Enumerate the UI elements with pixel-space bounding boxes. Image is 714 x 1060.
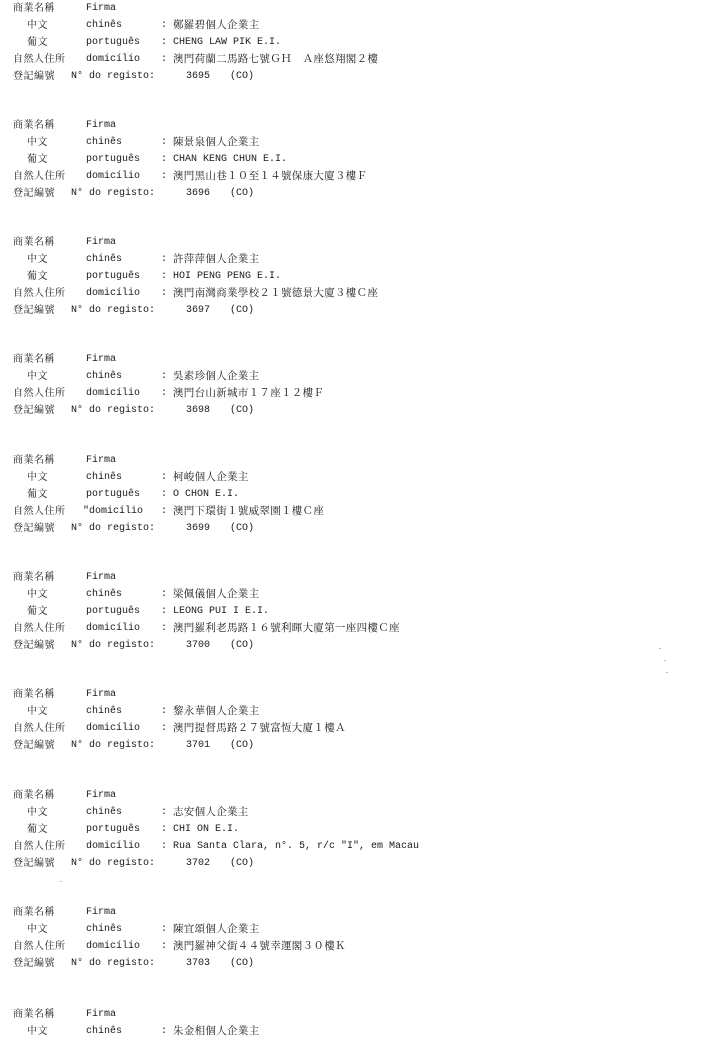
domicile-value: 澳門下環街１號威翠園１樓Ｃ座 [173,505,325,517]
colon: : [161,472,168,483]
domicile-value: 澳門提督馬路２７號富恆大廈１樓Ａ [173,722,346,734]
chinese-label-zh: 中文 [27,137,48,148]
reg-number: 3697 [186,305,211,316]
chinese-label-pt: chinês [86,371,123,382]
registry-entry [13,787,703,872]
registration-row [13,855,703,872]
reg-label-pt: N° do registo: [71,640,156,651]
registry-entry [13,452,703,537]
registration-row [13,520,703,537]
chinese-name-row [13,1023,703,1040]
domicile-label-zh: 自然人住所 [13,288,66,299]
chinese-name-row [13,586,703,603]
chinese-label-pt: chinês [86,924,123,935]
domicile-label-zh: 自然人住所 [13,723,66,734]
portuguese-name-value: CHAN KENG CHUN E.I. [173,154,288,165]
registration-row [13,68,703,85]
domicile-value: 澳門荷蘭二馬路七號ＧＨ Ａ座悠翔閣２樓 [173,53,379,65]
chinese-name-value: 朱金相個人企業主 [173,1025,260,1037]
portuguese-label-zh: 葡文 [27,37,48,48]
chinese-label-pt: chinês [86,137,123,148]
registry-entry [13,904,703,972]
reg-code: (CO) [230,71,255,82]
colon: : [161,807,168,818]
chinese-name-row [13,921,703,938]
portuguese-label-pt: português [86,489,141,500]
domicile-row [13,285,703,302]
portuguese-name-row [13,151,703,168]
reg-label-zh: 登記編號 [13,640,55,651]
chinese-label-zh: 中文 [27,706,48,717]
reg-code: (CO) [230,188,255,199]
reg-label-pt: N° do registo: [71,71,156,82]
firm-header-row [13,351,703,368]
firm-label-pt: Firma [86,354,117,365]
firm-header-row [13,0,703,17]
registration-row [13,955,703,972]
registration-row [13,637,703,654]
firm-label-zh: 商業名稱 [13,3,55,14]
chinese-name-row [13,469,703,486]
colon: : [161,1026,168,1037]
firm-header-row [13,686,703,703]
domicile-row [13,838,703,855]
domicile-row [13,168,703,185]
colon: : [161,37,168,48]
colon: : [161,171,168,182]
firm-label-zh: 商業名稱 [13,237,55,248]
domicile-label-pt: "domicílio [83,506,144,517]
domicile-row [13,51,703,68]
firm-label-zh: 商業名稱 [13,455,55,466]
portuguese-label-zh: 葡文 [27,154,48,165]
reg-label-zh: 登記編號 [13,305,55,316]
reg-label-pt: N° do registo: [71,740,156,751]
reg-code: (CO) [230,858,255,869]
domicile-value: 澳門羅利老馬路１６號利暉大廈第一座四樓Ｃ座 [173,622,400,634]
domicile-row [13,720,703,737]
firm-label-zh: 商業名稱 [13,354,55,365]
reg-label-zh: 登記編號 [13,71,55,82]
chinese-name-value: 黎永華個人企業主 [173,705,260,717]
portuguese-label-pt: português [86,824,141,835]
firm-header-row [13,1006,703,1023]
reg-label-pt: N° do registo: [71,958,156,969]
portuguese-label-zh: 葡文 [27,606,48,617]
colon: : [161,623,168,634]
colon: : [161,706,168,717]
colon: : [161,841,168,852]
domicile-label-pt: domicílio [86,623,141,634]
portuguese-name-value: CHENG LAW PIK E.I. [173,37,282,48]
portuguese-name-row [13,486,703,503]
firm-label-pt: Firma [86,455,117,466]
firm-label-pt: Firma [86,907,117,918]
firm-header-row [13,452,703,469]
colon: : [161,723,168,734]
reg-label-pt: N° do registo: [71,305,156,316]
firm-header-row [13,117,703,134]
colon: : [161,506,168,517]
chinese-label-zh: 中文 [27,1026,48,1037]
colon: : [161,154,168,165]
reg-label-zh: 登記編號 [13,188,55,199]
domicile-label-zh: 自然人住所 [13,941,66,952]
reg-code: (CO) [230,740,255,751]
domicile-label-pt: domicílio [86,54,141,65]
domicile-label-pt: domicílio [86,288,141,299]
reg-code: (CO) [230,958,255,969]
registration-row [13,402,703,419]
firm-label-pt: Firma [86,237,117,248]
portuguese-label-pt: português [86,37,141,48]
chinese-name-value: 柯峻個人企業主 [173,471,249,483]
scan-speck [666,672,668,673]
colon: : [161,924,168,935]
firm-label-pt: Firma [86,689,117,700]
chinese-name-row [13,251,703,268]
chinese-name-row [13,804,703,821]
scan-speck [664,660,666,661]
chinese-name-row [13,703,703,720]
portuguese-name-row [13,603,703,620]
registry-entry [13,569,703,654]
chinese-label-pt: chinês [86,706,123,717]
colon: : [161,137,168,148]
chinese-name-value: 梁佩儀個人企業主 [173,588,260,600]
domicile-value: 澳門台山新城市１７座１２樓Ｆ [173,387,325,399]
firm-label-pt: Firma [86,3,117,14]
portuguese-name-value: LEONG PUI I E.I. [173,606,270,617]
domicile-label-pt: domicílio [86,388,141,399]
reg-number: 3695 [186,71,211,82]
scan-speck [60,881,62,882]
firm-label-zh: 商業名稱 [13,907,55,918]
registration-row [13,737,703,754]
chinese-label-pt: chinês [86,807,123,818]
domicile-row [13,385,703,402]
firm-header-row [13,234,703,251]
firm-label-pt: Firma [86,120,117,131]
firm-header-row [13,904,703,921]
chinese-label-zh: 中文 [27,472,48,483]
colon: : [161,371,168,382]
portuguese-label-zh: 葡文 [27,271,48,282]
reg-number: 3698 [186,405,211,416]
portuguese-label-pt: português [86,271,141,282]
domicile-value: 澳門黑山巷１０至１４號保康大廈３樓Ｆ [173,170,368,182]
registration-row [13,302,703,319]
domicile-value: 澳門南灣商業學校２１號德景大廈３樓Ｃ座 [173,287,379,299]
registry-entry [13,1006,703,1040]
domicile-label-pt: domicílio [86,171,141,182]
firm-header-row [13,787,703,804]
firm-header-row [13,569,703,586]
chinese-label-zh: 中文 [27,807,48,818]
firm-label-zh: 商業名稱 [13,120,55,131]
registry-entry [13,351,703,419]
colon: : [161,54,168,65]
domicile-label-zh: 自然人住所 [13,388,66,399]
reg-code: (CO) [230,523,255,534]
firm-label-zh: 商業名稱 [13,1009,55,1020]
firm-label-zh: 商業名稱 [13,790,55,801]
domicile-label-zh: 自然人住所 [13,54,66,65]
portuguese-label-zh: 葡文 [27,824,48,835]
colon: : [161,254,168,265]
chinese-label-zh: 中文 [27,20,48,31]
colon: : [161,824,168,835]
portuguese-name-value: CHI ON E.I. [173,824,240,835]
domicile-row [13,938,703,955]
colon: : [161,941,168,952]
domicile-label-pt: domicílio [86,723,141,734]
registry-entry [13,686,703,754]
firm-label-pt: Firma [86,1009,117,1020]
chinese-label-zh: 中文 [27,254,48,265]
chinese-label-zh: 中文 [27,589,48,600]
domicile-label-pt: domicílio [86,941,141,952]
portuguese-name-row [13,268,703,285]
domicile-value: Rua Santa Clara, n°. 5, r/c "I", em Macau [173,841,420,852]
reg-number: 3703 [186,958,211,969]
chinese-label-zh: 中文 [27,371,48,382]
domicile-label-pt: domicílio [86,841,141,852]
colon: : [161,388,168,399]
scan-speck [659,648,661,649]
reg-label-pt: N° do registo: [71,858,156,869]
chinese-name-row [13,17,703,34]
colon: : [161,606,168,617]
reg-label-zh: 登記編號 [13,523,55,534]
chinese-name-value: 陳景泉個人企業主 [173,136,260,148]
portuguese-name-value: HOI PENG PENG E.I. [173,271,282,282]
firm-label-zh: 商業名稱 [13,689,55,700]
firm-label-zh: 商業名稱 [13,572,55,583]
reg-label-zh: 登記編號 [13,740,55,751]
chinese-name-value: 志安個人企業主 [173,806,249,818]
registration-row [13,185,703,202]
chinese-label-zh: 中文 [27,924,48,935]
registry-entry [13,234,703,319]
chinese-name-value: 鄭羅碧個人企業主 [173,19,260,31]
chinese-label-pt: chinês [86,254,123,265]
colon: : [161,489,168,500]
colon: : [161,589,168,600]
portuguese-label-pt: português [86,154,141,165]
reg-number: 3696 [186,188,211,199]
reg-label-zh: 登記編號 [13,858,55,869]
portuguese-label-pt: português [86,606,141,617]
reg-number: 3699 [186,523,211,534]
reg-label-pt: N° do registo: [71,188,156,199]
chinese-label-pt: chinês [86,589,123,600]
domicile-label-zh: 自然人住所 [13,171,66,182]
reg-number: 3702 [186,858,211,869]
registry-entry [13,117,703,202]
domicile-label-zh: 自然人住所 [13,506,66,517]
chinese-name-row [13,368,703,385]
portuguese-name-row [13,821,703,838]
reg-label-pt: N° do registo: [71,523,156,534]
chinese-name-value: 陳宜頌個人企業主 [173,923,260,935]
reg-number: 3700 [186,640,211,651]
domicile-label-zh: 自然人住所 [13,623,66,634]
portuguese-label-zh: 葡文 [27,489,48,500]
domicile-row [13,620,703,637]
firm-label-pt: Firma [86,572,117,583]
domicile-value: 澳門羅神父街４４號幸運閣３０樓Ｋ [173,940,346,952]
colon: : [161,271,168,282]
portuguese-name-value: O CHON E.I. [173,489,240,500]
reg-code: (CO) [230,405,255,416]
reg-label-zh: 登記編號 [13,958,55,969]
registry-entry [13,0,703,85]
reg-number: 3701 [186,740,211,751]
chinese-label-pt: chinês [86,472,123,483]
firm-label-pt: Firma [86,790,117,801]
chinese-label-pt: chinês [86,20,123,31]
colon: : [161,288,168,299]
chinese-name-value: 吳素珍個人企業主 [173,370,260,382]
chinese-name-row [13,134,703,151]
reg-label-pt: N° do registo: [71,405,156,416]
chinese-name-value: 許萍萍個人企業主 [173,253,260,265]
reg-code: (CO) [230,640,255,651]
portuguese-name-row [13,34,703,51]
chinese-label-pt: chinês [86,1026,123,1037]
reg-label-zh: 登記編號 [13,405,55,416]
colon: : [161,20,168,31]
reg-code: (CO) [230,305,255,316]
domicile-label-zh: 自然人住所 [13,841,66,852]
domicile-row [13,503,703,520]
